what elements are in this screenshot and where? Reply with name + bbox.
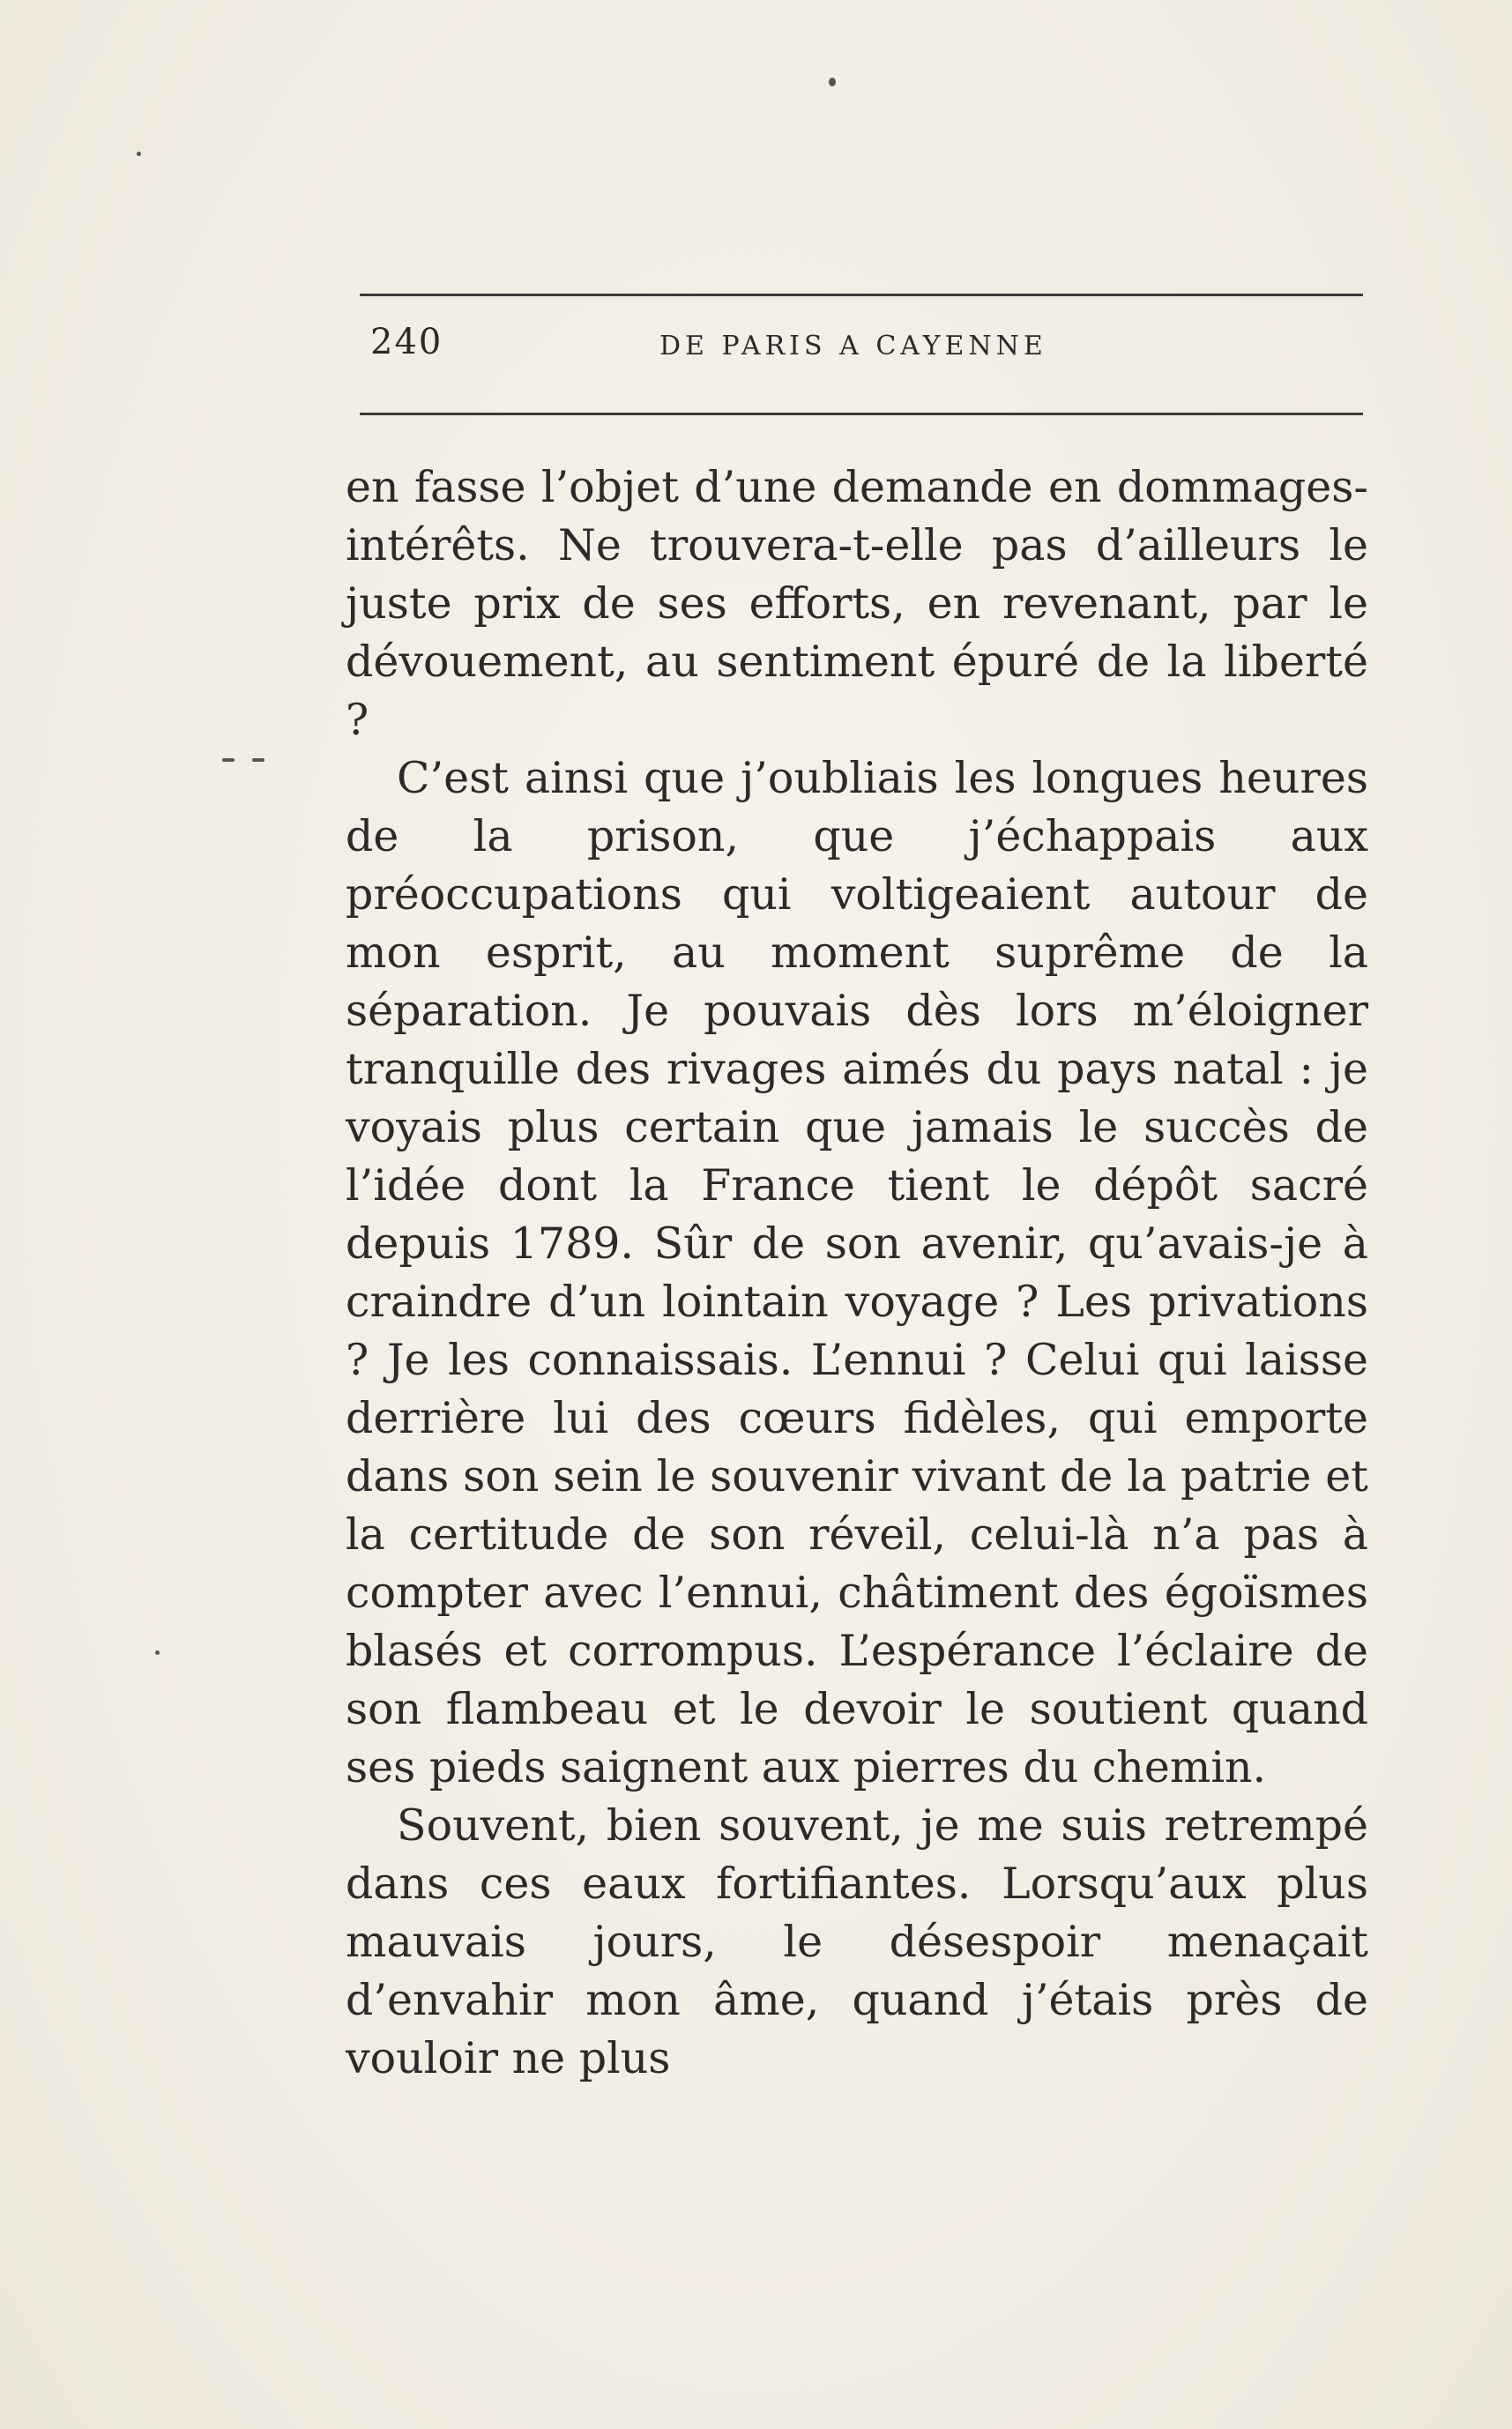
ink-speck (252, 758, 264, 762)
page-number: 240 (370, 322, 443, 362)
header-rule-top (360, 294, 1363, 296)
header-rule-bottom (360, 413, 1363, 415)
paragraph: Souvent, bien souvent, je me suis retrempé dans ces eaux fortifiantes. Lorsqu’aux plus mauvais jours, le désespoir menaçait d’envahir mon âme, quand j’étais près de vouloir ne plus (346, 1800, 1368, 2083)
body-text (346, 458, 1368, 2088)
ink-speck (222, 758, 235, 762)
paragraph-continued: en fasse l’objet d’une demande en dommages-intérêts. Ne trouvera-t-elle pas d’ailleurs le juste prix de ses efforts, en revenant, par le dévouement, au sentiment épuré de la liberté ? (346, 462, 1368, 745)
running-header (360, 322, 1363, 384)
running-title: DE PARIS A CAYENNE (659, 331, 1047, 361)
ink-speck (137, 152, 141, 156)
ink-speck (829, 78, 836, 86)
paragraph: C’est ainsi que j’oubliais les longues heures de la prison, que j’échappais aux préoccupations qui voltigeaient autour de mon esprit, au moment suprême de la séparation. Je pouvais dès lors m’éloigner tranquille des rivages aimés du pays natal : je voyais plus certain que jamais le succès de l’idée dont la France tient le dépôt sacré depuis 1789. Sûr de son avenir, qu’avais-je à craindre d’un lointain voyage ? Les privations ? Je les connaissais. L’ennui ? Celui qui laisse derrière lui des cœurs fidèles, qui emporte dans son sein le souvenir vivant de la patrie et la certitude de son réveil, celui-là n’a pas à compter avec l’ennui, châtiment des égoïsmes blasés et corrompus. L’espérance l’éclaire de son flambeau et le devoir le soutient quand ses pieds saignent aux pierres du chemin. (346, 753, 1368, 1792)
ink-speck (155, 1650, 160, 1655)
